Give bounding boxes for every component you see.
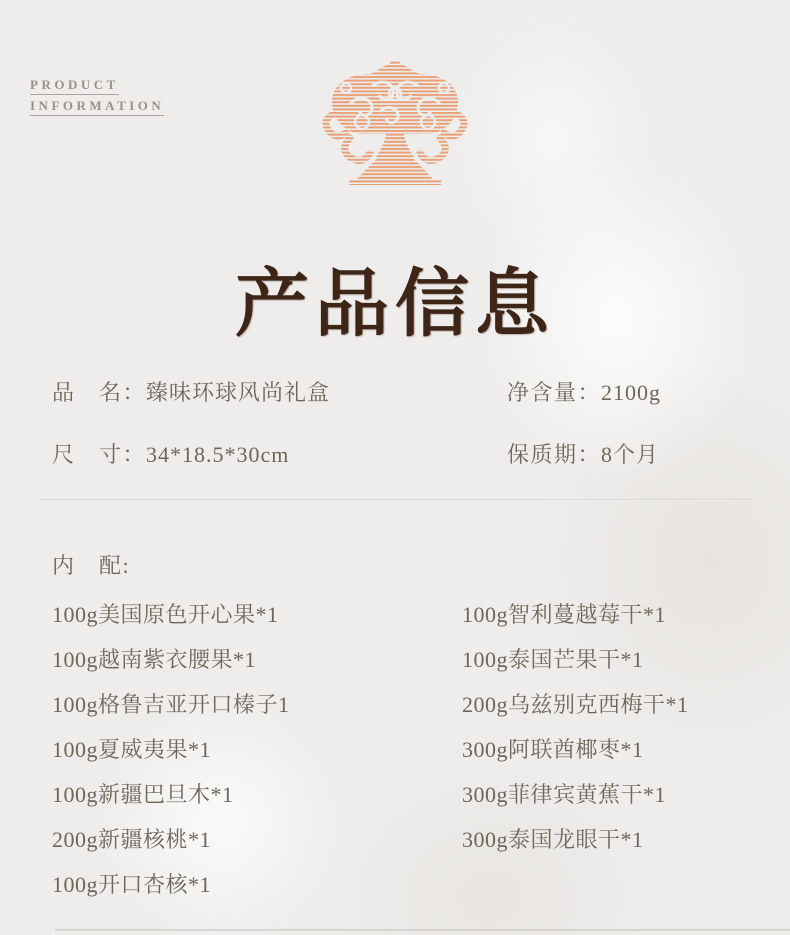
list-item: 100g格鲁吉亚开口榛子1	[52, 692, 290, 717]
contents-label: 内 配:	[52, 553, 131, 578]
spec-shelf-life-value: 8个月	[601, 442, 660, 467]
list-item: 200g新疆核桃*1	[52, 827, 212, 852]
list-item: 200g乌兹别克西梅干*1	[462, 692, 689, 717]
spec-net-weight-label: 净含量：	[507, 380, 602, 405]
product-information-eyebrow	[30, 78, 164, 116]
list-item: 300g菲律宾黄蕉干*1	[462, 782, 667, 807]
list-item: 100g开口杏核*1	[52, 872, 212, 897]
list-item: 100g越南紫衣腰果*1	[52, 647, 257, 672]
list-item: 100g美国原色开心果*1	[52, 602, 279, 627]
section-divider	[40, 499, 752, 501]
list-item: 100g泰国芒果干*1	[462, 647, 644, 672]
list-item: 100g智利蔓越莓干*1	[462, 602, 667, 627]
eyebrow-line-1: PRODUCT	[30, 78, 119, 95]
spec-net-weight-value: 2100g	[601, 380, 662, 405]
spec-dimensions-label: 尺 寸：	[52, 442, 147, 467]
spec-dimensions	[52, 440, 289, 470]
list-item: 300g泰国龙眼干*1	[462, 827, 644, 852]
spec-shelf-life-label: 保质期：	[507, 442, 602, 467]
spec-product-name-value: 臻味环球风尚礼盒	[146, 380, 331, 405]
contents-list-left	[52, 592, 290, 907]
spec-net-weight	[507, 378, 661, 408]
spec-shelf-life	[507, 440, 659, 470]
spec-dimensions-value: 34*18.5*30cm	[146, 442, 290, 467]
list-item: 300g阿联酋椰枣*1	[462, 737, 644, 762]
eyebrow-line-2: INFORMATION	[30, 99, 164, 116]
page-title: 产品信息	[235, 263, 555, 346]
spec-product-name	[52, 378, 330, 408]
contents-list-right	[462, 592, 689, 862]
spec-product-name-label: 品 名：	[52, 380, 147, 405]
tree-ornament-icon	[320, 58, 470, 192]
list-item: 100g新疆巴旦木*1	[52, 782, 234, 807]
list-item: 100g夏威夷果*1	[52, 737, 212, 762]
next-section-rule	[55, 929, 790, 931]
